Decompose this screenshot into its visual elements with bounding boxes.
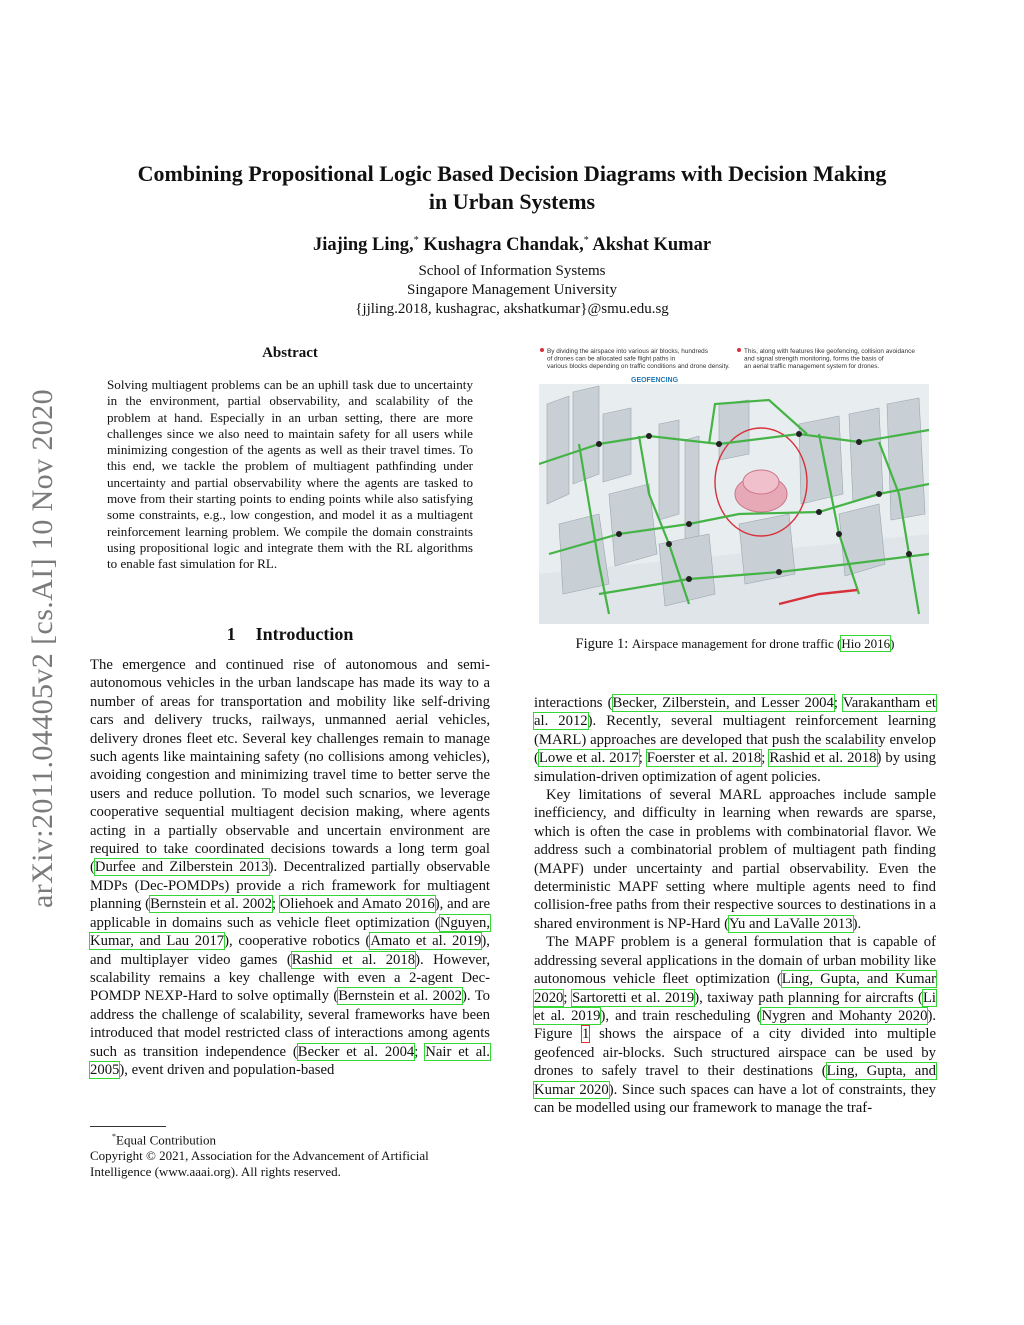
citation-link[interactable]: Becker, Zilberstein, and Lesser 2004 — [612, 695, 834, 711]
section-number: 1 — [226, 624, 236, 644]
copyright-notice: Copyright © 2021, Association for the Advancement of Artificial Intelligence (www.aaai.org). All rights reserved. — [90, 1148, 429, 1180]
abstract-heading: Abstract — [262, 345, 318, 361]
arxiv-id: arXiv:2011.04405v2 [cs.AI] 10 Nov 2020 — [26, 389, 59, 909]
affiliation-emails: {jjling.2018, kushagrac, akshatkumar}@smu.edu.sg — [355, 301, 669, 317]
citation-link[interactable]: Hio 2016 — [841, 636, 891, 651]
footnote — [90, 1129, 490, 1180]
intro-right-column — [534, 694, 936, 1117]
affiliation-university: Singapore Management University — [407, 282, 617, 298]
citation-link[interactable]: Nair et al. 2005 — [90, 1043, 490, 1078]
citation-link[interactable]: Sartoretti et al. 2019 — [571, 989, 695, 1006]
citation-link[interactable]: Lowe et al. 2017 — [538, 750, 639, 767]
section-title: Introduction — [255, 624, 354, 644]
citation-link[interactable]: Amato et al. 2019 — [370, 933, 482, 950]
figure-note-right: This, along with features like geofencing, collision avoidance and signal strength monitoring, forms the basis of an aerial traffic management system for drones. — [744, 348, 915, 371]
citation-link[interactable]: Li et al. 2019 — [534, 989, 936, 1024]
citation-link[interactable]: Ling, Gupta, and Kumar 2020 — [534, 971, 936, 1006]
footnote-equal-contribution: *Equal Contribution — [112, 1132, 217, 1148]
author-3: Akshat Kumar — [592, 235, 712, 256]
footnote-divider — [90, 1126, 166, 1127]
introduction-heading — [90, 624, 490, 645]
intro-right-paragraph-3: The MAPF problem is a general formulation that is capable of addressing several applications in the domain of urban mobility like autonomous vehicle fleet optimization (Ling, Gupta, and Kumar 2020; Sartoretti et al. 2019), taxiway path planning for aircrafts (Li et al. 2019), and train rescheduling (Nygren and Mohanty 2020). Figure 1 shows the airspace of a city divided into multiple geofenced air-blocks. Such structured airspace can be used by drones to safely travel to their destinations (Ling, Gupta, and Kumar 2020). Since such spaces can have a lot of constraints, they can be modelled using our framework to manage the traf- — [534, 934, 937, 1116]
citation-link[interactable]: Varakantham et al. 2012 — [534, 695, 936, 730]
intro-right-paragraph-1: interactions (Becker, Zilberstein, and Lesser 2004; Varakantham et al. 2012). Recently, several multiagent reinforcement learning (MARL) approaches are developed that push the scalability envelop (Lowe et al. 2017; Foerster et al. 2018; Rashid et al. 2018) by using simulation-driven optimization of agent policies. — [534, 695, 937, 785]
citation-link[interactable]: Yu and LaValle 2013 — [728, 915, 853, 932]
figure-caption: Figure 1: Airspace management for drone traffic (Hio 2016) — [575, 636, 895, 652]
intro-left-paragraph: The emergence and continued rise of autonomous and semi-autonomous vehicles in the urban landscape has made its way to a number of areas for transportation and mobility like self-driving cars and delivery trucks, railways, unmanned aerial vehicles, delivery drones fleet etc. Several key challenges remain to manage such agents like maintaining safety (no collisions among vehicles), avoiding congestion and minimizing travel time to better serve the users and reduce pollution. To model such scnarios, we leverage cooperative sequential multiagent decision making, where agents acting in a partially observable and uncertain environment are required to take coordinated decisions towards a long term goal (Durfee and Zilberstein 2013). Decentralized partially observable MDPs (Dec-POMDPs) provide a rich framework for multiagent planning (Bernstein et al. 2002; Oliehoek and Amato 2016), and are applicable in domains such as vehicle fleet optimization (Nguyen, Kumar, and Lau 2017), cooperative robotics (Amato et al. 2019), and multiplayer video games (Rashid et al. 2018). However, scalability remains a key challenge with even a 2-agent Dec-POMDP NEXP-Hard to solve optimally (Bernstein et al. 2002). To address the challenge of scalability, several frameworks have been introduced that model restricted class of interactions among agents such as transition independence (Becker et al. 2004; Nair et al. 2005), event driven and population-based — [90, 657, 490, 1078]
airspace-illustration — [539, 344, 929, 624]
arxiv-stamp — [20, 352, 66, 946]
citation-link[interactable]: Durfee and Zilberstein 2013 — [94, 859, 269, 876]
geofencing-title: GEOFENCING — [631, 377, 679, 384]
citation-link[interactable]: Nguyen, Kumar, and Lau 2017 — [90, 914, 490, 950]
title-line-2: in Urban Systems — [428, 189, 596, 214]
intro-right-paragraph-2: Key limitations of several MARL approaches include sample inefficiency, and difficulty in learning when rewards are sparse, which is often the case in problems with combinatorial flavor. We address such a combinatorial problem of multiagent path finding (MAPF) under uncertainty and partial observability. Even the deterministic MAPF setting where multiple agents need to find collision-free paths from their respective sources to destinations in a shared environment is NP-Hard (Yu and LaValle 2013). — [534, 787, 936, 932]
author-1: Jiajing Ling,* — [312, 235, 419, 256]
affiliation — [80, 262, 944, 319]
figure-reference-link[interactable]: 1 — [582, 1026, 590, 1043]
figure-airspace — [539, 344, 929, 624]
citation-link[interactable]: Rashid et al. 2018 — [769, 750, 877, 767]
title-line-1: Combining Propositional Logic Based Decision Diagrams with Decision Making — [137, 161, 887, 186]
citation-link[interactable]: Foerster et al. 2018 — [646, 750, 762, 767]
citation-link[interactable]: Bernstein et al. 2002 — [338, 988, 462, 1005]
citation-link[interactable]: Nygren and Mohanty 2020 — [761, 1007, 928, 1024]
author-list — [80, 235, 944, 256]
citation-link[interactable]: Ling, Gupta, and Kumar 2020 — [534, 1063, 937, 1098]
affiliation-school: School of Information Systems — [418, 263, 606, 279]
abstract-body: Solving multiagent problems can be an uphill task due to uncertainty in the environment, partial observability, and scalability of the problem at hand. Especially in an urban setting, there are more challenges since we also need to maintain safety for all users while minimizing congestion of the agents as well as their travel times. To this end, we tackle the problem of multiagent pathfinding under uncertainty and partial observability where the agents are tasked to move from their starting points to ending points while also satisfying some constraints, e.g., low congestion, and model it as a multiagent reinforcement learning problem. We compile the domain constraints using propositional logic and integrate them with the RL algorithms to enable fast simulation for RL. — [107, 377, 473, 572]
citation-link[interactable]: Becker et al. 2004 — [297, 1043, 415, 1060]
citation-link[interactable]: Oliehoek and Amato 2016 — [279, 896, 435, 913]
paper-title — [80, 160, 944, 216]
citation-link[interactable]: Rashid et al. 2018 — [291, 951, 416, 968]
citation-link[interactable]: Bernstein et al. 2002 — [150, 896, 272, 913]
figure-note-left: By dividing the airspace into various air blocks, hundreds of drones can be allocated safe flight paths in various blocks depending on traffic conditions and drone density. — [547, 348, 730, 371]
author-2: Kushagra Chandak,* — [423, 235, 589, 256]
